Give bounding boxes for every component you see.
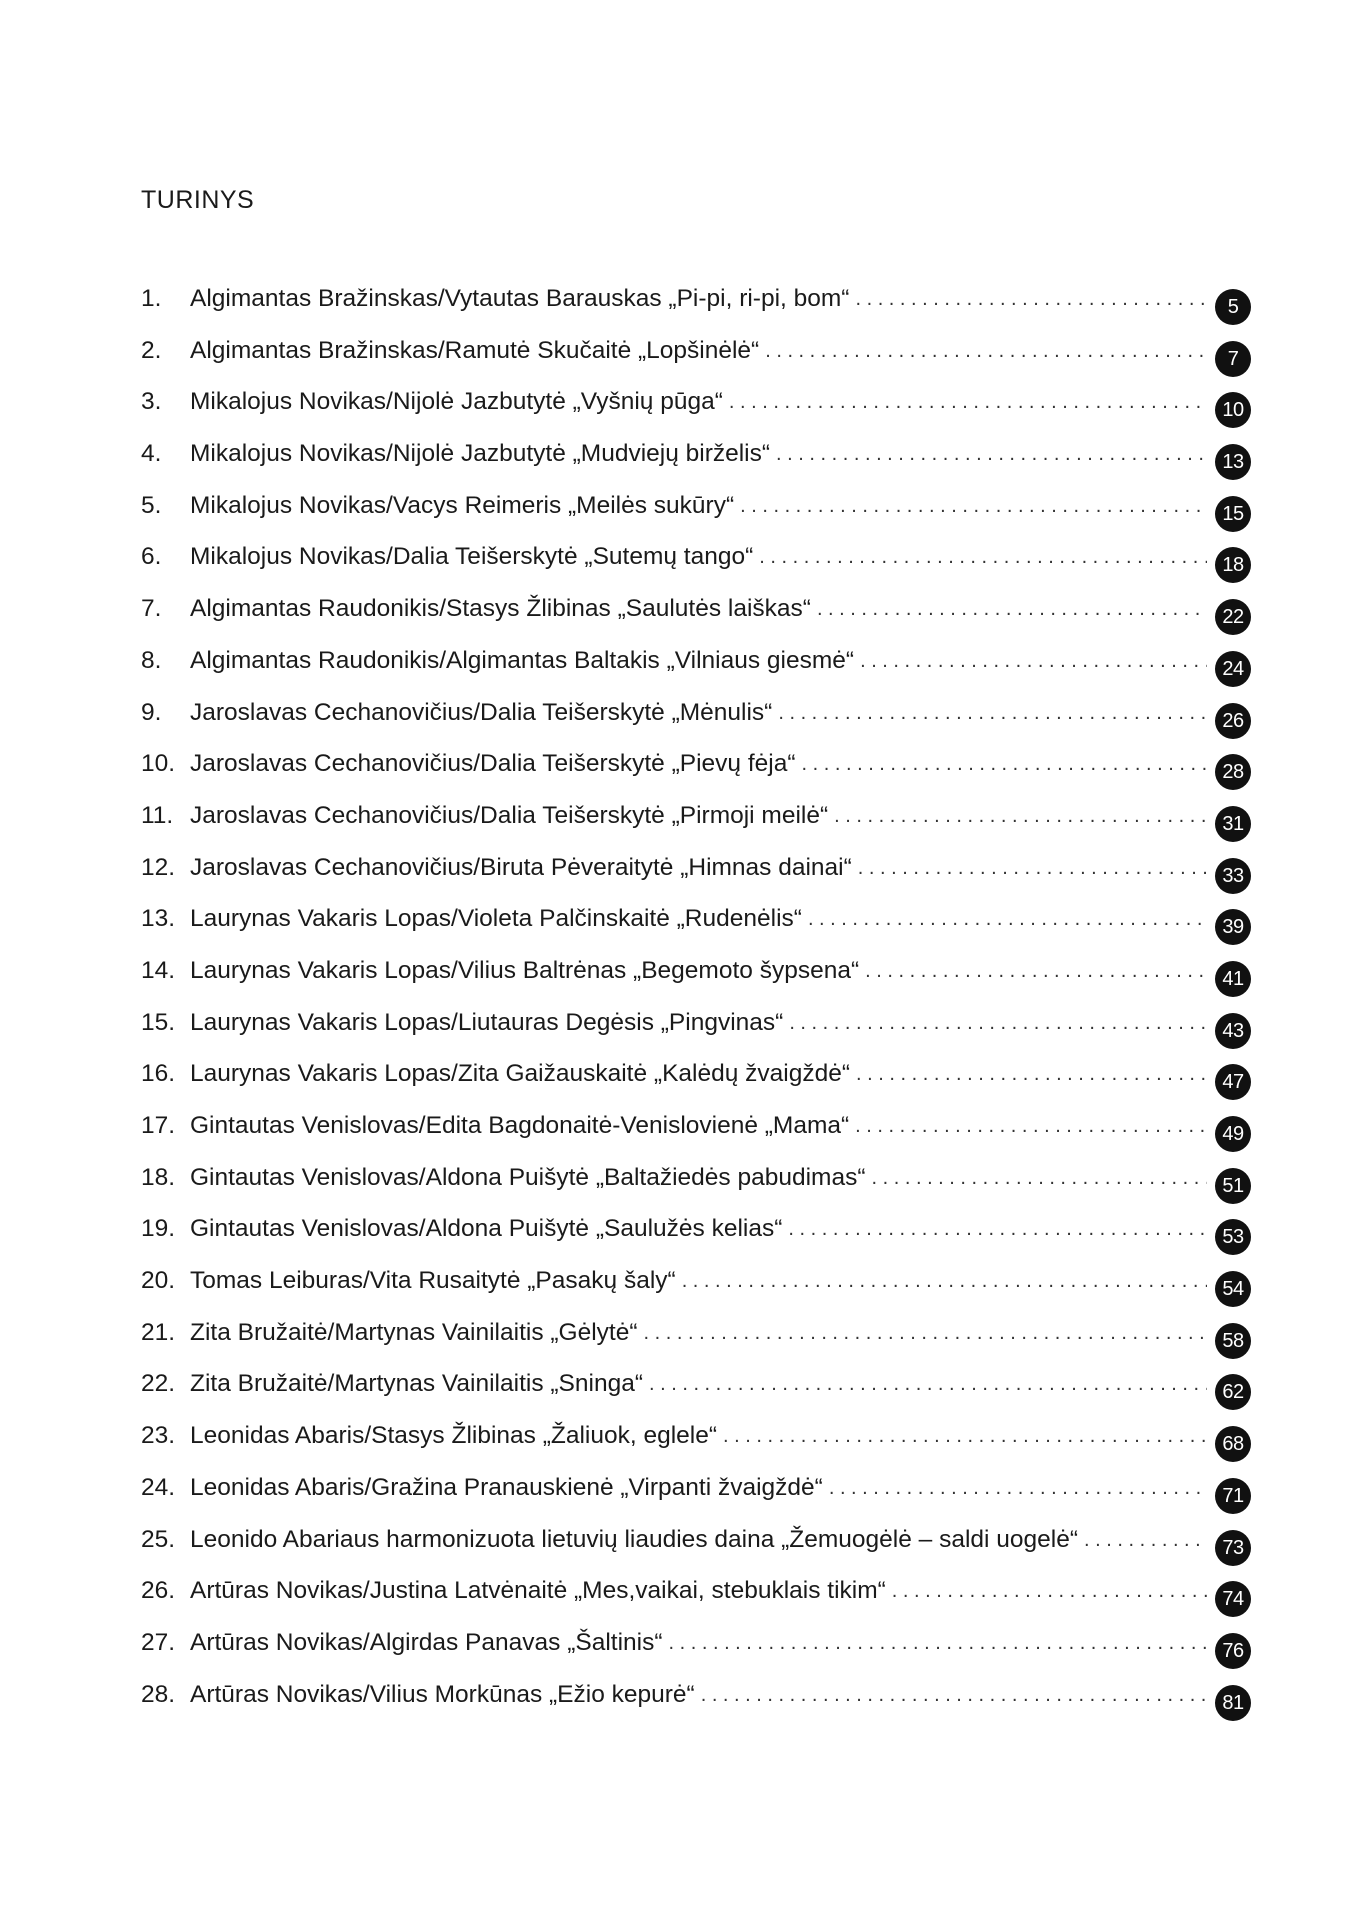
toc-entry-title: Jaroslavas Cechanovičius/Biruta Pėveraitytė „Himnas dainai“ (190, 853, 852, 881)
toc-entry (141, 1472, 1251, 1524)
toc-entry-number: 23. (141, 1422, 176, 1450)
toc-entry-title: Laurynas Vakaris Lopas/Violeta Palčinskaitė „Rudenėlis“ (190, 905, 802, 933)
dot-leader (872, 1162, 1208, 1194)
toc-entry (141, 1679, 1251, 1731)
toc-entry (141, 1368, 1251, 1420)
dot-leader (892, 1575, 1207, 1607)
page-number-badge: 7 (1215, 341, 1251, 377)
toc-entry-number: 25. (141, 1525, 176, 1553)
toc-entry (141, 1265, 1251, 1317)
toc-entry-body (190, 335, 1251, 367)
toc-entry-body (190, 1679, 1251, 1711)
toc-entry-title: Mikalojus Novikas/Nijolė Jazbutytė „Mudviejų birželis“ (190, 440, 771, 468)
toc-entry-number: 15. (141, 1008, 176, 1036)
dot-leader (644, 1317, 1208, 1349)
toc-entry (141, 386, 1251, 438)
toc-entry-body (190, 1472, 1251, 1504)
toc-entry (141, 283, 1251, 335)
toc-entry (141, 541, 1251, 593)
toc-entry-body (190, 1368, 1251, 1400)
dot-leader (865, 955, 1207, 987)
toc-entry-number: 28. (141, 1680, 176, 1708)
toc-entry-title: Leonidas Abaris/Stasys Žlibinas „Žaliuok, eglele“ (190, 1422, 718, 1450)
toc-entry-body (190, 1058, 1251, 1090)
page-number-badge: 39 (1215, 909, 1251, 945)
toc-entry-title: Mikalojus Novikas/Nijolė Jazbutytė „Vyšnių pūga“ (190, 388, 723, 416)
toc-entry-body (190, 1317, 1251, 1349)
dot-leader (729, 386, 1207, 418)
toc-entry-body (190, 903, 1251, 935)
toc-entry-title: Artūras Novikas/Vilius Morkūnas „Ežio kepurė“ (190, 1680, 695, 1708)
toc-entry-number: 20. (141, 1267, 176, 1295)
page-number-badge: 47 (1215, 1064, 1251, 1100)
toc-entry-number: 21. (141, 1318, 176, 1346)
toc-entry-title: Algimantas Raudonikis/Stasys Žlibinas „Saulutės laiškas“ (190, 595, 811, 623)
toc-entry (141, 490, 1251, 542)
page-number-badge: 43 (1215, 1013, 1251, 1049)
toc-entry (141, 438, 1251, 490)
toc-entry (141, 903, 1251, 955)
toc-entry (141, 1575, 1251, 1627)
toc-entry-number: 18. (141, 1163, 176, 1191)
dot-leader (778, 697, 1207, 729)
toc-entry-number: 3. (141, 388, 162, 416)
toc-entry-number: 8. (141, 646, 162, 674)
toc-entry-number: 26. (141, 1577, 176, 1605)
dot-leader (759, 541, 1207, 573)
toc-entry-title: Gintautas Venislovas/Edita Bagdonaitė-Venislovienė „Mama“ (190, 1112, 850, 1139)
toc-entry (141, 748, 1251, 800)
toc-entry-number: 13. (141, 905, 176, 933)
toc-entry-number: 14. (141, 956, 176, 984)
toc-entry (141, 1627, 1251, 1679)
toc-entry (141, 1420, 1251, 1472)
dot-leader (860, 645, 1207, 677)
dot-leader (858, 852, 1207, 884)
toc-entry (141, 1524, 1251, 1576)
toc-entry-title: Zita Bružaitė/Martynas Vainilaitis „Gėlytė“ (190, 1318, 638, 1346)
toc-entry-title: Leonido Abariaus harmonizuota lietuvių liaudies daina „Žemuogėlė – saldi uogelė“ (190, 1525, 1079, 1553)
toc-entry-title: Jaroslavas Cechanovičius/Dalia Teišerskytė „Pirmoji meilė“ (190, 801, 829, 829)
page-number-badge: 76 (1215, 1633, 1251, 1669)
toc-entry-body (190, 645, 1251, 677)
dot-leader (788, 1213, 1207, 1245)
page-number-badge: 54 (1215, 1271, 1251, 1307)
toc-entry-body (190, 283, 1251, 315)
toc-entry-body (190, 1162, 1251, 1194)
dot-leader (829, 1472, 1207, 1504)
toc-entry-title: Gintautas Venislovas/Aldona Puišytė „Saulužės kelias“ (190, 1215, 783, 1243)
toc-entry-body (190, 1213, 1251, 1245)
dot-leader (669, 1627, 1208, 1659)
dot-leader (817, 593, 1207, 625)
toc-entry (141, 1162, 1251, 1214)
toc-entry-title: Laurynas Vakaris Lopas/Liutauras Degėsis „Pingvinas“ (190, 1008, 784, 1036)
dot-leader (856, 1058, 1207, 1090)
page-number-badge: 53 (1215, 1219, 1251, 1255)
dot-leader (682, 1265, 1207, 1297)
toc-entry (141, 1317, 1251, 1369)
toc-entry-body (190, 490, 1251, 522)
toc-entry-number: 2. (141, 336, 162, 364)
toc-entry-body (190, 1420, 1251, 1452)
toc-entry-body (190, 593, 1251, 625)
page-number-badge: 62 (1215, 1374, 1251, 1410)
toc-entry-title: Jaroslavas Cechanovičius/Dalia Teišerskytė „Mėnulis“ (190, 698, 773, 726)
toc-entry-title: Algimantas Raudonikis/Algimantas Baltakis „Vilniaus giesmė“ (190, 646, 855, 674)
toc-entry (141, 1058, 1251, 1110)
dot-leader (808, 903, 1207, 935)
toc-entry (141, 697, 1251, 749)
toc-entry-body (190, 1110, 1251, 1142)
toc-entry-title: Algimantas Bražinskas/Vytautas Barauskas „Pi-pi, ri-pi, bom“ (190, 285, 850, 312)
toc-entry-body (190, 748, 1251, 780)
toc-entry-number: 7. (141, 595, 162, 623)
toc-entry-number: 10. (141, 750, 176, 778)
toc-entry-title: Mikalojus Novikas/Dalia Teišerskytė „Sutemų tango“ (190, 543, 754, 571)
page-number-badge: 71 (1215, 1478, 1251, 1514)
toc-entry-number: 4. (141, 440, 162, 468)
toc-entry-title: Tomas Leiburas/Vita Rusaitytė „Pasakų šaly“ (190, 1267, 676, 1295)
toc-entry-body (190, 955, 1251, 987)
page-number-badge: 26 (1215, 703, 1251, 739)
toc-entry (141, 1213, 1251, 1265)
toc-entry-body (190, 1265, 1251, 1297)
dot-leader (855, 283, 1207, 315)
toc-entry-body (190, 438, 1251, 470)
page-number-badge: 15 (1215, 496, 1251, 532)
dot-leader (855, 1110, 1207, 1142)
page-number-badge: 58 (1215, 1323, 1251, 1359)
page-number-badge: 18 (1215, 547, 1251, 583)
toc-entry-title: Laurynas Vakaris Lopas/Vilius Baltrėnas „Begemoto šypsena“ (190, 956, 860, 984)
dot-leader (649, 1368, 1207, 1400)
toc-entry-body (190, 800, 1251, 832)
toc-entry (141, 1110, 1251, 1162)
dot-leader (789, 1007, 1207, 1039)
dot-leader (802, 748, 1207, 780)
page-number-badge: 74 (1215, 1581, 1251, 1617)
toc-entry-number: 5. (141, 491, 162, 519)
table-of-contents (141, 283, 1251, 1730)
toc-entry (141, 593, 1251, 645)
page-number-badge: 28 (1215, 754, 1251, 790)
toc-entry-body (190, 1007, 1251, 1039)
page-number-badge: 22 (1215, 599, 1251, 635)
toc-entry-body (190, 386, 1251, 418)
page-number-badge: 31 (1215, 806, 1251, 842)
toc-entry (141, 645, 1251, 697)
page-number-badge: 24 (1215, 651, 1251, 687)
toc-entry-number: 17. (141, 1112, 176, 1139)
toc-entry-title: Jaroslavas Cechanovičius/Dalia Teišerskytė „Pievų fėja“ (190, 750, 796, 778)
toc-entry-title: Mikalojus Novikas/Vacys Reimeris „Meilės sukūry“ (190, 491, 735, 519)
dot-leader (765, 335, 1207, 367)
toc-entry-number: 1. (141, 285, 162, 312)
toc-entry-number: 9. (141, 698, 162, 726)
toc-entry-body (190, 697, 1251, 729)
toc-entry-number: 22. (141, 1370, 176, 1398)
toc-entry-number: 12. (141, 853, 176, 881)
toc-entry-number: 24. (141, 1473, 176, 1501)
toc-entry-title: Leonidas Abaris/Gražina Pranauskienė „Virpanti žvaigždė“ (190, 1473, 823, 1501)
dot-leader (1084, 1524, 1207, 1556)
toc-entry-number: 11. (141, 801, 174, 829)
page-number-badge: 73 (1215, 1530, 1251, 1566)
page-number-badge: 68 (1215, 1426, 1251, 1462)
toc-entry-title: Algimantas Bražinskas/Ramutė Skučaitė „Lopšinėlė“ (190, 336, 760, 364)
toc-entry-body (190, 852, 1251, 884)
toc-entry-body (190, 1627, 1251, 1659)
page-number-badge: 5 (1215, 289, 1251, 325)
toc-entry-body (190, 1524, 1251, 1556)
page-number-badge: 51 (1215, 1168, 1251, 1204)
toc-entry (141, 955, 1251, 1007)
toc-entry-title: Zita Bružaitė/Martynas Vainilaitis „Sninga“ (190, 1370, 643, 1398)
toc-entry-title: Laurynas Vakaris Lopas/Zita Gaižauskaitė „Kalėdų žvaigždė“ (190, 1060, 851, 1088)
toc-entry-title: Gintautas Venislovas/Aldona Puišytė „Baltažiedės pabudimas“ (190, 1163, 866, 1191)
toc-entry (141, 852, 1251, 904)
page-title: TURINYS (141, 186, 255, 214)
dot-leader (776, 438, 1207, 470)
page-number-badge: 81 (1215, 1685, 1251, 1721)
toc-entry (141, 1007, 1251, 1059)
page-number-badge: 41 (1215, 961, 1251, 997)
toc-entry-number: 27. (141, 1628, 176, 1656)
page-number-badge: 33 (1215, 858, 1251, 894)
dot-leader (740, 490, 1207, 522)
toc-entry-number: 19. (141, 1215, 176, 1243)
page-number-badge: 49 (1215, 1116, 1251, 1152)
toc-entry (141, 335, 1251, 387)
dot-leader (834, 800, 1207, 832)
dot-leader (723, 1420, 1207, 1452)
toc-entry-title: Artūras Novikas/Justina Latvėnaitė „Mes,vaikai, stebuklais tikim“ (190, 1577, 886, 1605)
toc-entry-number: 16. (141, 1060, 176, 1088)
toc-entry (141, 800, 1251, 852)
toc-entry-title: Artūras Novikas/Algirdas Panavas „Šaltinis“ (190, 1628, 663, 1656)
toc-entry-body (190, 541, 1251, 573)
dot-leader (701, 1679, 1207, 1711)
page-number-badge: 13 (1215, 444, 1251, 480)
toc-entry-body (190, 1575, 1251, 1607)
toc-entry-number: 6. (141, 543, 162, 571)
page-number-badge: 10 (1215, 392, 1251, 428)
